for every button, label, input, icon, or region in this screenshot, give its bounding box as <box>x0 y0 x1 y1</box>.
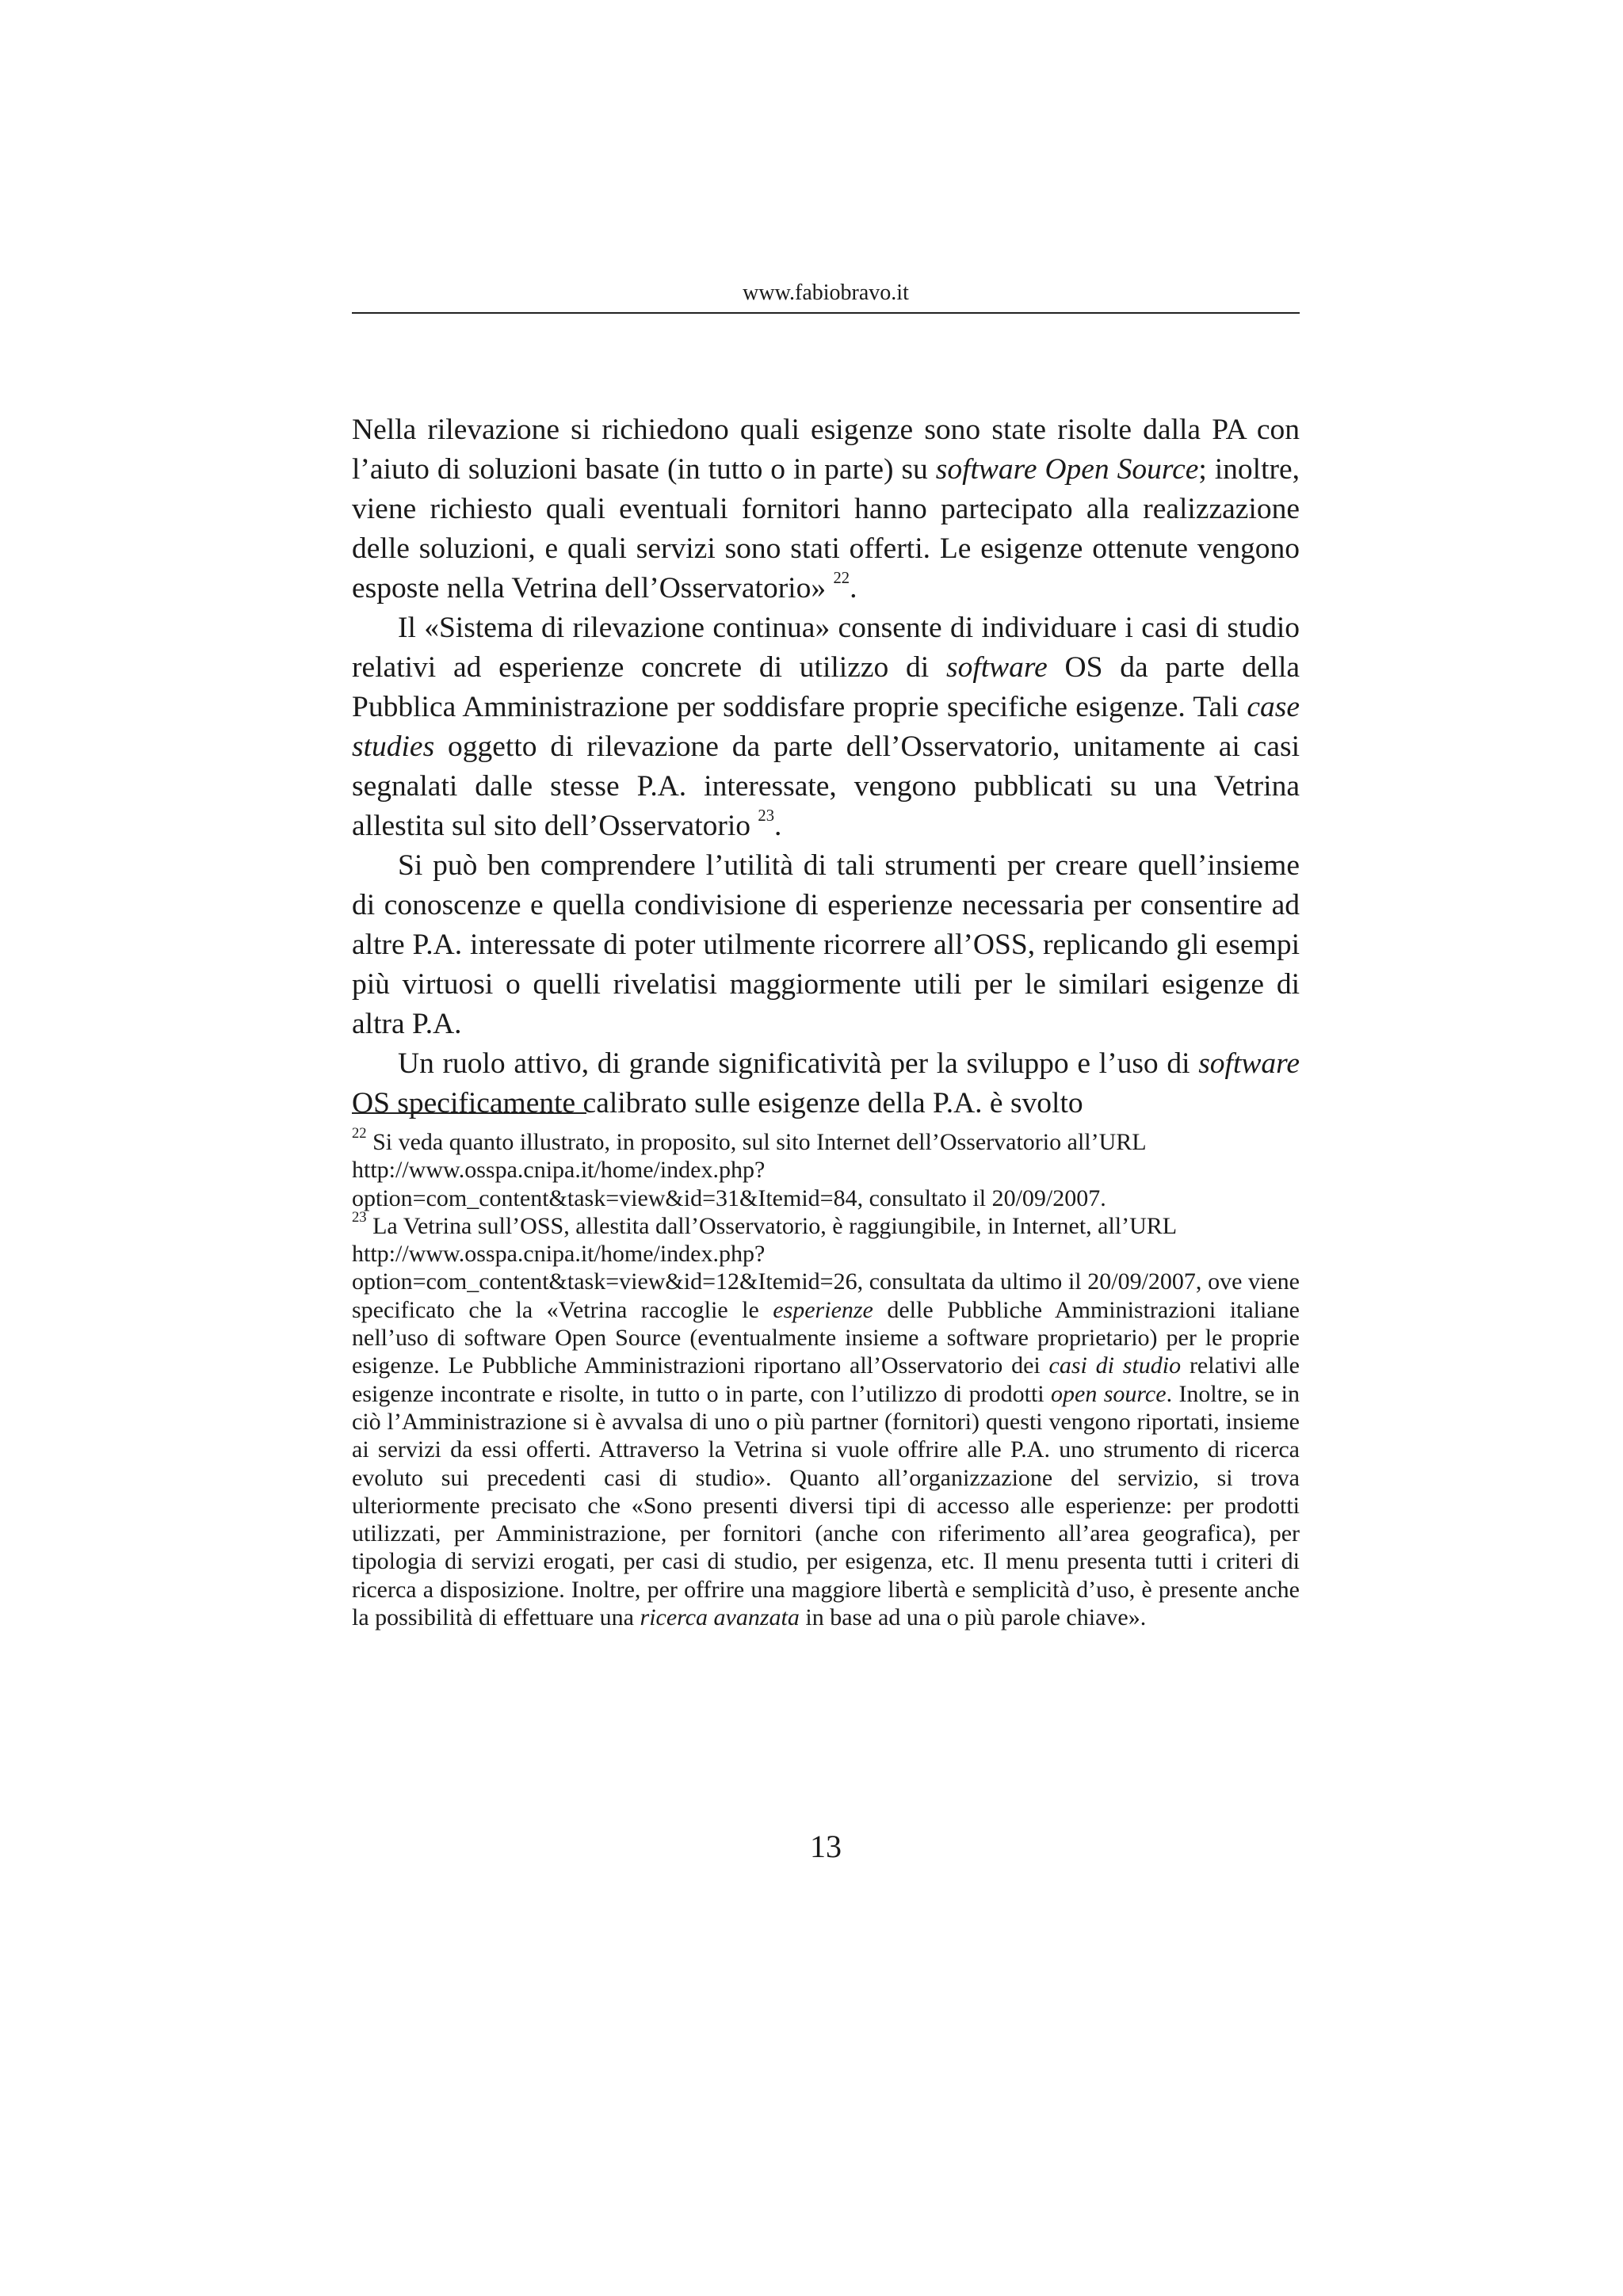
italic-term: open source <box>1051 1380 1167 1407</box>
paragraph-3: Si può ben comprendere l’utilità di tali strumenti per creare quell’insieme di conoscenze e quella condivisione di esperienze necessaria per consentire ad altre P.A. interessate di poter utilmente ricorrere all’OSS, replicando gli esempi più virtuosi o quelli rivelatisi maggiormente utili per le similari esigenze di altra P.A. <box>352 849 1300 1040</box>
footnote-23: $^{23}$ La Vetrina sull’OSS, allestita dall’Osservatorio, è raggiungibile, in Internet, all’URL http://www.osspa.cnipa.it/home/index.php? option=com_content&task=view&id=12&Itemid=26, consultata da ultimo il 20/09/2007, ove viene specificato che la «Vetrina raccoglie le esperienze delle Pubbliche Amministrazioni italiane nell’uso di software Open Source (eventualmente insieme a software proprietario) per le proprie esigenze. Le Pubbliche Amministrazioni riportano all’Osservatorio dei casi di studio relativi alle esigenze incontrate e risolte, in tutto o in parte, con l’utilizzo di prodotti open source. Inoltre, se in ciò l’Amministrazione si è avvalsa di uno o più partner (fornitori) questi vengono riportati, insieme ai servizi da essi offerti. Attraverso la Vetrina si vuole offrire alle P.A. uno strumento di ricerca evoluto sui precedenti casi di studio». Quanto all’organizzazione del servizio, si trova ulteriormente precisato che «Sono presenti diversi tipi di accesso alle esperienze: per prodotti utilizzati, per Amministrazione, per fornitori (anche con riferimento all’area geografica), per tipologia di servizi erogati, per casi di studio, per esigenza, etc. Il menu presenta tutti i criteri di ricerca a disposizione. Inoltre, per offrire una maggiore libertà e semplicità d’uso, è presente anche la possibilità di effettuare una ricerca avanzata in base ad una o più parole chiave». <box>352 1209 1300 1631</box>
footnote-number: 23 <box>352 1209 367 1226</box>
paragraph-1: Nella rilevazione si richiedono quali esigenze sono state risolte dalla PA con l’aiuto di soluzioni basate (in tutto o in parte) su software Open Source; inoltre, viene richiesto quali eventuali fornitori hanno partecipato alla realizzazione delle soluzioni, e quali servizi sono stati offerti. Le esigenze ottenute vengono esposte nella Vetrina dell’Osservatorio» $^{22}$. <box>352 414 1300 605</box>
footnotes <box>352 1125 1300 1631</box>
italic-term: casi di studio <box>1048 1352 1182 1379</box>
footnote-separator <box>352 1112 586 1114</box>
italic-term: software Open Source <box>935 453 1199 486</box>
footnote-url-query: option=com_content&task=view&id=31&Itemid=84, consultato il 20/09/2007. <box>352 1184 1106 1211</box>
footnote-ref-22: 22 <box>833 570 850 588</box>
running-header: www.fabiobravo.it <box>743 280 909 305</box>
footnote-url: http://www.osspa.cnipa.it/home/index.php? <box>352 1157 766 1184</box>
footnote-22: $^{22}$ Si veda quanto illustrato, in proposito, sul sito Internet dell’Osservatorio all’URL http://www.osspa.cnipa.it/home/index.php? option=com_content&task=view&id=31&Itemid=84, consultato il 20/09/2007. <box>352 1128 1300 1212</box>
header-rule <box>352 312 1300 314</box>
footnote-number: 22 <box>352 1125 367 1142</box>
italic-term: software <box>1198 1047 1300 1080</box>
paragraph-4: Un ruolo attivo, di grande significatività per la sviluppo e l’uso di software OS specificamente calibrato sulle esigenze della P.A. è svolto <box>352 1047 1300 1119</box>
italic-term: software <box>945 651 1048 684</box>
italic-term: esperienze <box>773 1296 873 1323</box>
main-text <box>352 410 1300 1123</box>
page-number: 13 <box>810 1829 842 1864</box>
footnote-url: http://www.osspa.cnipa.it/home/index.php? <box>352 1241 766 1268</box>
italic-term: case studies <box>352 691 1300 763</box>
paragraph-2: Il «Sistema di rilevazione continua» consente di individuare i casi di studio relativi ad esperienze concrete di utilizzo di software OS da parte della Pubblica Amministrazione per soddisfare proprie specifiche esigenze. Tali case studies oggetto di rilevazione da parte dell’Osservatorio, unitamente ai casi segnalati dalle stesse P.A. interessate, vengono pubblicati su una Vetrina allestita sul sito dell’Osservatorio $^{23}$. <box>352 612 1300 842</box>
italic-term: ricerca avanzata <box>640 1604 800 1631</box>
footnote-ref-23: 23 <box>758 807 775 826</box>
